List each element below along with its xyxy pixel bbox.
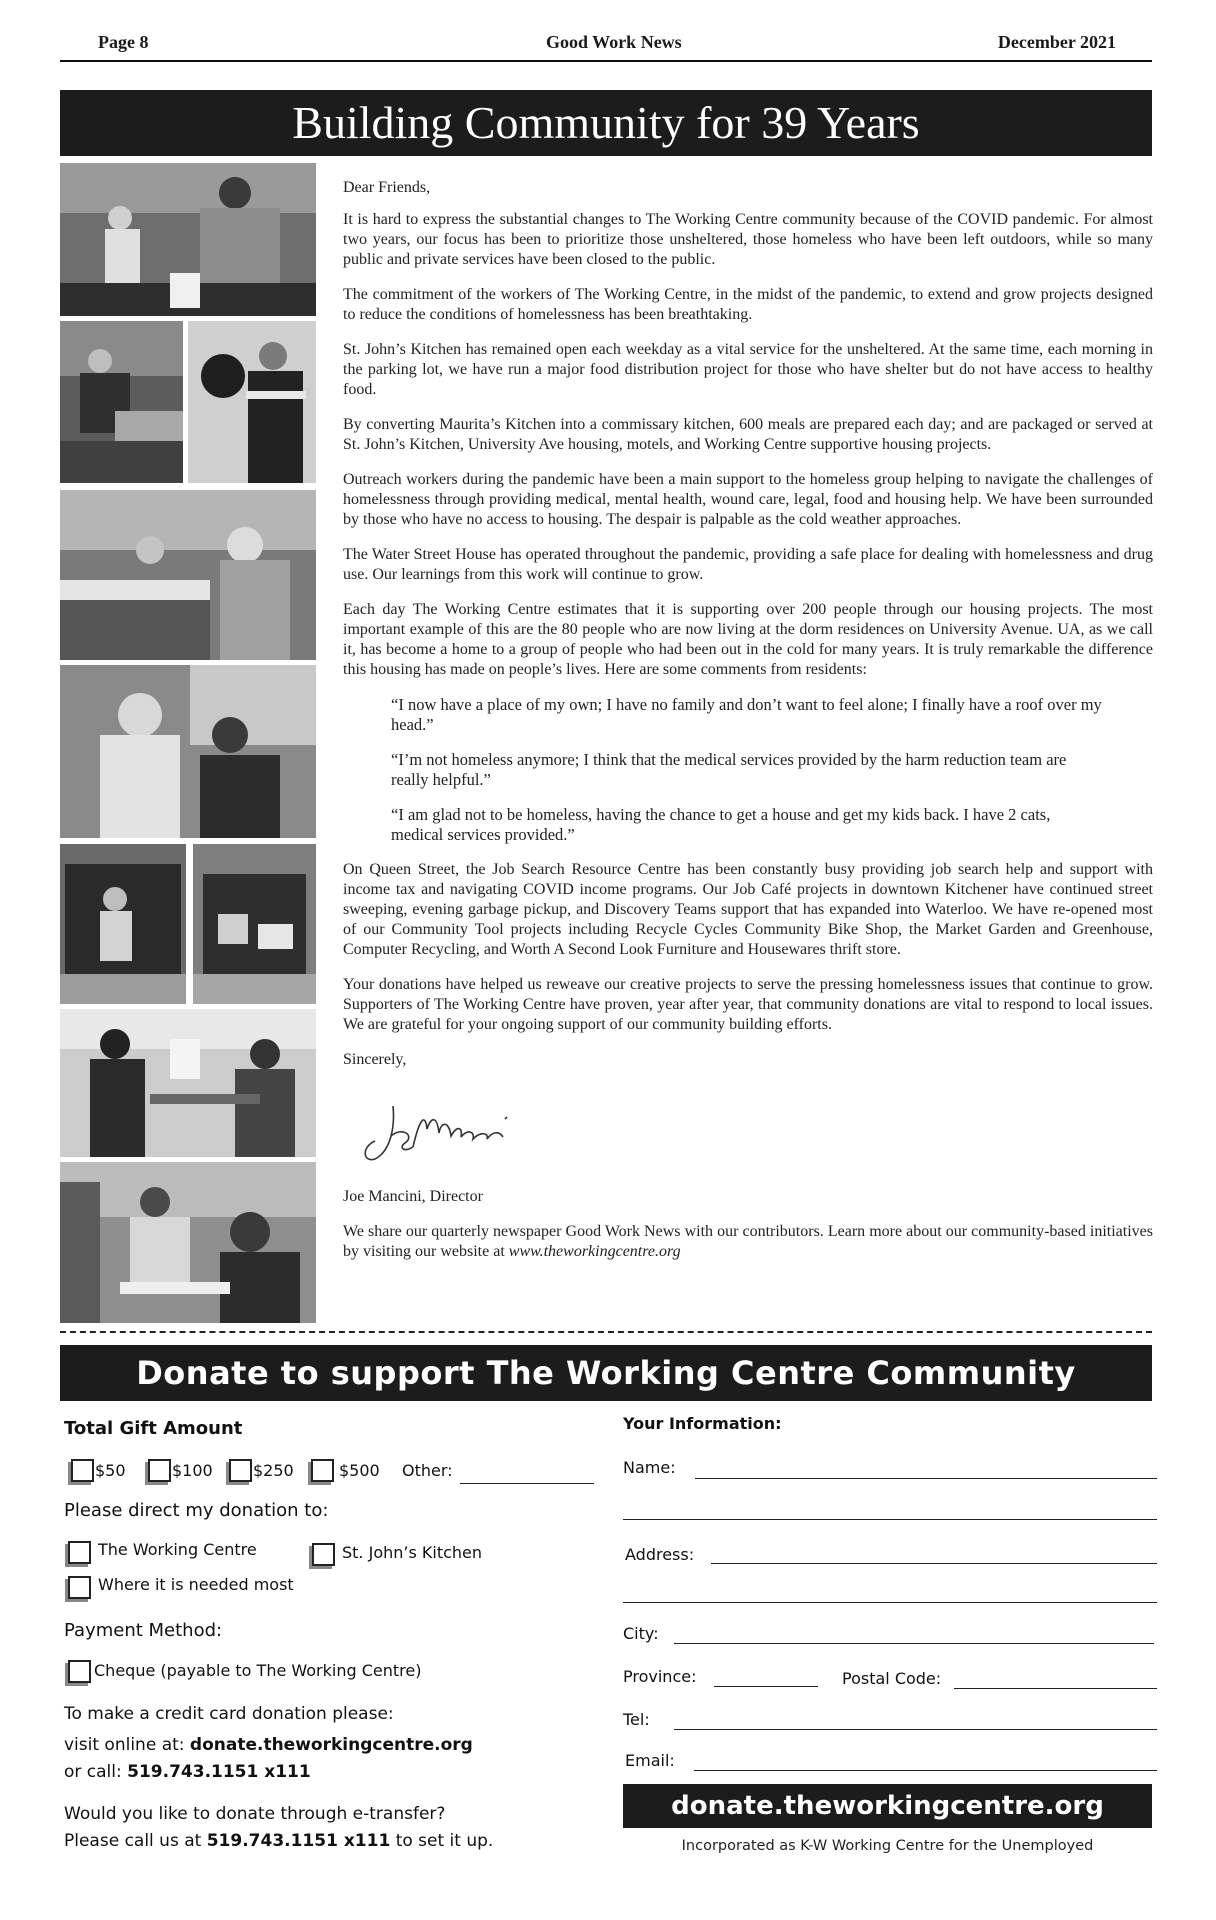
visit-online-line: visit online at: donate.theworkingcentre.org xyxy=(64,1735,473,1755)
letter-paragraph: Your donations have helped us reweave our creative projects to serve the pressing homelessness issues that continue to grow. Supporters of The Working Centre have proven, year after year, that community donations are vital to respond to local issues. We are grateful for your ongoing support of our community building efforts. xyxy=(343,976,1153,1033)
photo-car-trunk xyxy=(193,844,316,1004)
st-johns-kitchen-label: St. John’s Kitchen xyxy=(342,1543,483,1562)
incorporation-note: Incorporated as K-W Working Centre for the Unemployed xyxy=(681,1838,1094,1854)
amount-500-checkbox[interactable] xyxy=(311,1459,334,1482)
address-label: Address: xyxy=(625,1545,695,1564)
postal-code-label: Postal Code: xyxy=(842,1669,942,1688)
letter-paragraph: Each day The Working Centre estimates that it is supporting over 200 people through our housing projects. The most important example of this are the 80 people who are now living at the dorm residences on University Avenue. UA, as we call it, has become a home to a group of people who had been out in the cold for many years. It is truly remarkable the difference this housing has made on people’s lives. Here are some comments from residents: xyxy=(343,601,1153,678)
photo-chef-with-pan xyxy=(188,321,316,483)
letter-greeting: Dear Friends, xyxy=(343,179,431,196)
name-input-line-2[interactable] xyxy=(623,1519,1157,1520)
tel-label: Tel: xyxy=(623,1710,650,1729)
cheque-checkbox[interactable] xyxy=(68,1660,91,1683)
photo-medical-support xyxy=(60,665,316,838)
letter-paragraph: By converting Maurita’s Kitchen into a commissary kitchen, 600 meals are prepared each day; and are packaged or served at St. John’s Kitchen, University Ave housing, motels, and Working Centre supportive housing projects. xyxy=(343,416,1153,453)
letter-paragraph: On Queen Street, the Job Search Resource Centre has been constantly busy providing job search help and support with income tax and navigating COVID income programs. Our Job Café projects in downtown Kitchener have continued street sweeping, evening garbage pickup, and Discovery Teams support that has expanded into Waterloo. We have re-opened most of our Community Tool projects including Recycle Cycles Community Bike Shop, the Market Garden and Greenhouse, Computer Recycling, and Worth A Second Look Furniture and Housewares thrift store. xyxy=(343,861,1153,958)
needed-most-checkbox[interactable] xyxy=(68,1576,91,1599)
province-input[interactable] xyxy=(714,1686,818,1687)
address-input-line-2[interactable] xyxy=(623,1602,1157,1603)
city-input[interactable] xyxy=(674,1643,1154,1644)
photo-service-counter xyxy=(60,490,316,660)
tel-input[interactable] xyxy=(674,1729,1157,1730)
email-label: Email: xyxy=(625,1751,675,1770)
page-number: Page 8 xyxy=(98,32,149,52)
donate-url-banner[interactable]: donate.theworkingcentre.org xyxy=(623,1784,1152,1828)
photo-counsellor xyxy=(60,1162,316,1323)
handwritten-signature xyxy=(353,1081,1153,1181)
donate-banner: Donate to support The Working Centre Community xyxy=(60,1345,1152,1401)
credit-card-intro: To make a credit card donation please: xyxy=(64,1704,394,1724)
etransfer-line: Please call us at 519.743.1151 x111 to set it up. xyxy=(64,1831,494,1851)
resident-quote: “I’m not homeless anymore; I think that the medical services provided by the harm reduction team are really helpful.” xyxy=(391,750,1067,789)
amount-250-checkbox[interactable] xyxy=(229,1459,252,1482)
page-title: Building Community for 39 Years xyxy=(60,90,1152,156)
amount-50-checkbox[interactable] xyxy=(71,1459,94,1482)
etransfer-question: Would you like to donate through e-transfer? xyxy=(64,1804,446,1824)
call-line: or call: 519.743.1151 x111 xyxy=(64,1762,311,1782)
letter-footer: We share our quarterly newspaper Good Work News with our contributors. Learn more about our community-based initiatives by visiting our website at www.theworkingcentre.org xyxy=(343,1223,1153,1260)
issue-date: December 2021 xyxy=(997,32,1116,52)
cut-line xyxy=(60,1331,1152,1333)
name-input[interactable] xyxy=(695,1478,1157,1479)
amount-100-checkbox[interactable] xyxy=(148,1459,171,1482)
website-link[interactable]: www.theworkingcentre.org xyxy=(508,1243,681,1260)
letter-body xyxy=(343,178,1153,1277)
other-amount-input[interactable] xyxy=(460,1483,594,1484)
photo-kitchen-workers xyxy=(60,163,316,316)
photo-column xyxy=(60,163,316,1323)
name-label: Name: xyxy=(623,1458,676,1477)
publication-name: Good Work News xyxy=(546,32,682,52)
page-header xyxy=(60,28,1152,62)
phone-number: 519.743.1151 x111 xyxy=(127,1762,311,1782)
letter-signer: Joe Mancini, Director xyxy=(343,1188,483,1205)
your-information-label: Your Information: xyxy=(623,1414,782,1433)
payment-method-label: Payment Method: xyxy=(64,1620,223,1641)
amount-500-label: $500 xyxy=(339,1461,380,1480)
photo-kitchen-prep xyxy=(60,321,183,483)
letter-paragraph: The Water Street House has operated throughout the pandemic, providing a safe place for dealing with homelessness and drug use. Our learnings from this work will continue to grow. xyxy=(343,546,1153,583)
letter-paragraph: The commitment of the workers of The Working Centre, in the midst of the pandemic, to extend and grow projects designed to reduce the conditions of homelessness has been breathtaking. xyxy=(343,286,1153,323)
other-amount-label: Other: xyxy=(402,1461,453,1480)
address-input[interactable] xyxy=(711,1563,1157,1564)
city-label: City: xyxy=(623,1624,659,1643)
donate-url-link[interactable]: donate.theworkingcentre.org xyxy=(189,1735,473,1755)
etransfer-phone: 519.743.1151 x111 xyxy=(206,1831,391,1851)
amount-50-label: $50 xyxy=(95,1461,126,1480)
working-centre-label: The Working Centre xyxy=(98,1540,257,1559)
cheque-label: Cheque (payable to The Working Centre) xyxy=(94,1661,422,1680)
letter-paragraph: Outreach workers during the pandemic have been a main support to the homeless group helping to navigate the challenges of homelessness through providing medical, mental health, wound care, legal, food and housing help. We have been surrounded by those who have no access to housing. The despair is palpable as the cold weather approaches. xyxy=(343,471,1153,528)
letter-paragraph: St. John’s Kitchen has remained open each weekday as a vital service for the unsheltered. At the same time, each morning in the parking lot, we have run a major food distribution project for those who have shelter but do not have access to healthy food. xyxy=(343,341,1153,398)
resident-quote: “I am glad not to be homeless, having the chance to get a house and get my kids back. I have 2 cats, medical services provided.” xyxy=(391,805,1051,844)
total-gift-label: Total Gift Amount xyxy=(64,1418,243,1439)
amount-250-label: $250 xyxy=(253,1461,294,1480)
amount-100-label: $100 xyxy=(172,1461,213,1480)
working-centre-checkbox[interactable] xyxy=(68,1541,91,1564)
province-label: Province: xyxy=(623,1667,697,1686)
direct-donation-label: Please direct my donation to: xyxy=(64,1500,329,1521)
photo-man-in-car xyxy=(60,844,186,1004)
resident-quote: “I now have a place of my own; I have no family and don’t want to feel alone; I finally have a roof over my head.” xyxy=(391,695,1102,734)
needed-most-label: Where it is needed most xyxy=(98,1575,294,1594)
letter-closing: Sincerely, xyxy=(343,1051,407,1068)
photo-office-meeting xyxy=(60,1009,316,1157)
email-input[interactable] xyxy=(694,1770,1157,1771)
postal-code-input[interactable] xyxy=(954,1688,1157,1689)
st-johns-kitchen-checkbox[interactable] xyxy=(312,1543,335,1566)
letter-paragraph: It is hard to express the substantial changes to The Working Centre community because of the COVID pandemic. For almost two years, our focus has been to prioritize those unsheltered, those homeless who have been left outdoors, while so many public and private services have been closed to the public. xyxy=(343,211,1153,268)
